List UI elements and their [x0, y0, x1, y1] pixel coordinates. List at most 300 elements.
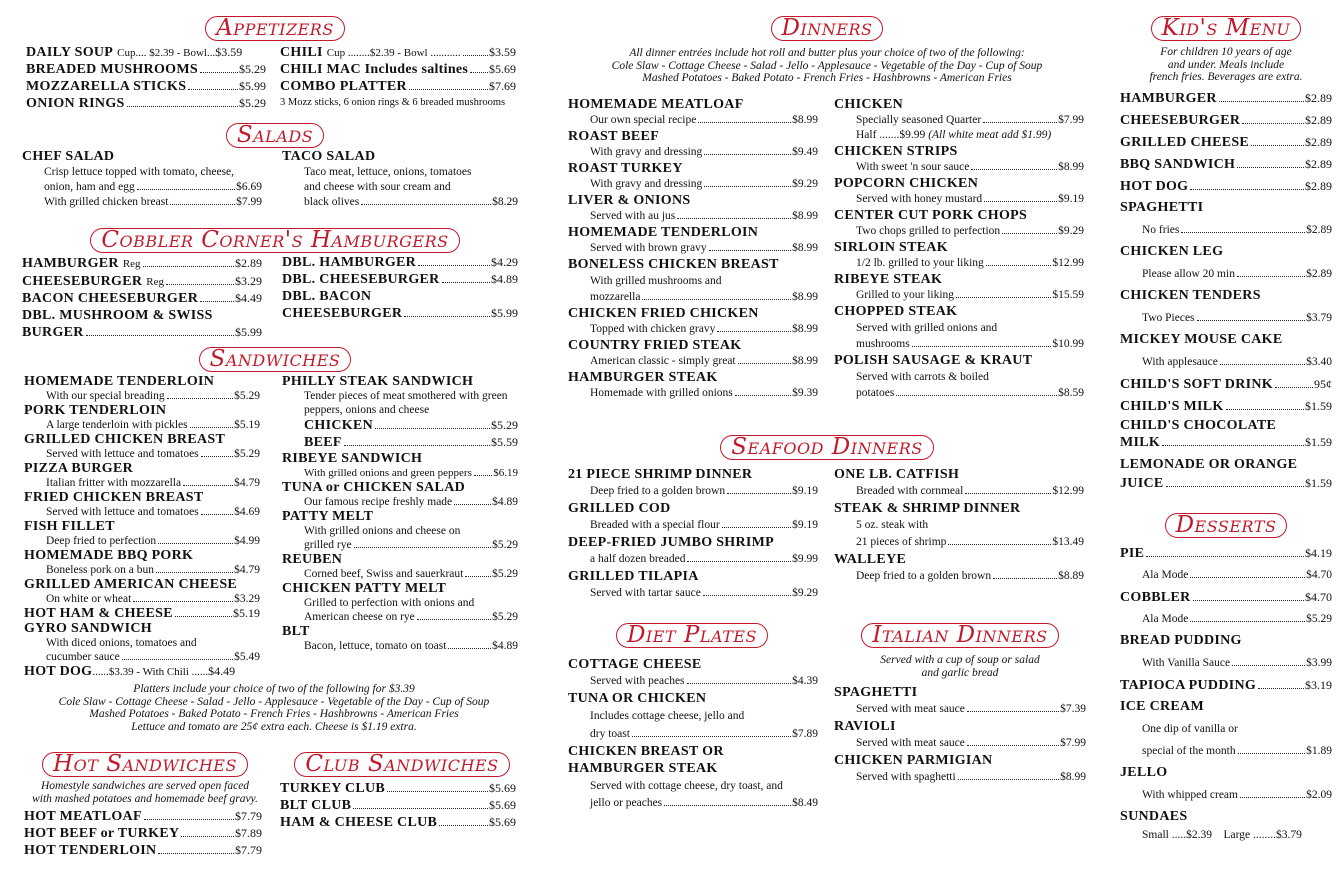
- dot-leader: [470, 72, 488, 73]
- menu-item: [834, 303, 1084, 352]
- kids-note-1: and under. Meals include: [1167, 58, 1285, 71]
- dinners-note-0: All dinner entrées include hot roll and butter plus your choice of two of the following:: [629, 47, 1025, 59]
- sandwiches-hotdog-opt: ......$3.39 - With Chili ......: [92, 666, 209, 678]
- sandwiches-left-1-desc: A large tenderloin with pickles: [46, 419, 188, 431]
- dinners-right-3-desc: 1/2 lb. grilled to your liking: [856, 257, 984, 269]
- sandwiches-reuben-name: REUBEN: [282, 552, 343, 567]
- kids-drinks-0-name: CHILD'S SOFT DRINK: [1120, 376, 1273, 392]
- diet-tuna-desc1: Includes cottage cheese, jello and: [590, 710, 745, 722]
- hamburgers-left-1-name: CHEESEBURGER: [22, 274, 143, 289]
- dot-leader: [1190, 577, 1305, 578]
- dot-leader: [1166, 486, 1304, 487]
- dinners-section: [566, 15, 1088, 399]
- kids-desc-items-1-name: CHICKEN LEG: [1120, 243, 1224, 259]
- dinners-left2-1-price: $8.99: [792, 355, 818, 367]
- menu-item: [24, 490, 260, 519]
- sandwiches-patty-price: $5.29: [492, 539, 518, 551]
- dinners-left-0-price: $8.99: [792, 114, 818, 126]
- menu-item: [568, 224, 818, 256]
- dot-leader: [1219, 101, 1304, 102]
- kids-simple-2-price: $2.89: [1305, 134, 1332, 149]
- dinners-boneless-name: BONELESS CHICKEN BREAST: [568, 257, 779, 272]
- menu-item: [282, 581, 518, 624]
- hamburgers-right-0-name: DBL. HAMBURGER: [282, 255, 417, 270]
- hot-sandwiches-items-1-name: HOT BEEF or TURKEY: [24, 826, 180, 841]
- sandwiches-hamcheese-name: HOT HAM & CHEESE: [24, 606, 173, 621]
- sandwiches-patty-desc1: With grilled onions and cheese on: [304, 525, 461, 537]
- sandwiches-cpatty-price: $5.29: [492, 611, 518, 623]
- dot-leader: [170, 204, 235, 205]
- dot-leader: [200, 72, 238, 73]
- hamburgers-left-1-price: $3.29: [235, 274, 262, 288]
- dot-leader: [454, 504, 491, 505]
- menu-item: [24, 548, 260, 577]
- kids-desc-items-1-desc: Please allow 20 min: [1142, 267, 1235, 280]
- menu-item: [568, 337, 818, 369]
- seafood-left-3-desc: Served with tartar sauce: [590, 587, 701, 599]
- dinners-note-1: Cole Slaw - Cottage Cheese - Salad - Jello - Applesauce - Vegetable of the Day - Cup of Soup: [611, 59, 1043, 72]
- dinners-boneless-price: $8.99: [792, 291, 818, 303]
- menu-item: [1120, 241, 1332, 285]
- hamburgers-left-0-name: HAMBURGER: [22, 256, 119, 271]
- dot-leader: [717, 331, 791, 332]
- dot-leader: [984, 201, 1057, 202]
- kids-simple-3-price: $2.89: [1305, 156, 1332, 171]
- dinners-boneless-desc1: With grilled mushrooms and: [590, 275, 722, 287]
- sandwiches-left-6-desc: Boneless pork on a bun: [46, 564, 154, 576]
- seafood-left-2-name: DEEP-FRIED JUMBO SHRIMP: [568, 535, 775, 550]
- hot-sandwiches-items-1-price: $7.89: [235, 826, 262, 840]
- italian-items-1-desc: Served with meat sauce: [856, 737, 965, 749]
- sandwiches-philly-desc2: peppers, onions and cheese: [304, 404, 430, 416]
- dinners-left2-0-desc: Topped with chicken gravy: [590, 323, 716, 335]
- dot-leader: [642, 299, 791, 300]
- seafood-left-0-price: $9.19: [792, 485, 818, 497]
- sandwiches-cpatty-name: CHICKEN PATTY MELT: [282, 581, 447, 596]
- club-sandwiches-items-0-price: $5.69: [489, 781, 516, 795]
- dot-leader: [183, 485, 233, 486]
- menu-item: [26, 78, 266, 95]
- menu-item: [280, 797, 516, 814]
- seafood-walleye-desc: Deep fried to a golden brown: [856, 570, 992, 582]
- menu-item: [24, 432, 260, 461]
- dot-leader: [1197, 320, 1306, 321]
- hamburgers-left-2-name: BACON CHEESEBURGER: [22, 291, 199, 306]
- appetizers-right-0-name: CHILI: [280, 45, 323, 60]
- dinners-left-4-name: HOMEMADE TENDERLOIN: [568, 225, 759, 240]
- sandwiches-right-1-price: $4.89: [492, 496, 518, 508]
- dot-leader: [704, 186, 791, 187]
- kids-simple-1-price: $2.89: [1305, 112, 1332, 127]
- hamburgers-title: Cobbler Corner's Hamburgers: [90, 228, 459, 253]
- hot-sandwiches-items-2-name: HOT TENDERLOIN: [24, 843, 157, 858]
- dot-leader: [1232, 665, 1305, 666]
- sandwiches-patty-name: PATTY MELT: [282, 509, 374, 524]
- dinners-right-4-name: RIBEYE STEAK: [834, 272, 943, 287]
- dinners-right-0-price: $8.99: [1058, 161, 1084, 173]
- hamburgers-left-2-price: $4.49: [235, 291, 262, 305]
- dot-leader: [158, 543, 233, 544]
- salads-taco-price: $8.29: [492, 196, 518, 208]
- sandwiches-left-4-price: $4.69: [234, 506, 260, 518]
- club-sandwiches-items-2-name: HAM & CHEESE CLUB: [280, 815, 438, 830]
- desserts-cobbler-price: $4.70: [1305, 590, 1332, 604]
- sandwiches-left-6-name: HOMEMADE BBQ PORK: [24, 548, 194, 563]
- diet-breast-desc2: jello or peaches: [590, 797, 663, 809]
- dinners-left-3-price: $8.99: [792, 210, 818, 222]
- seafood-left-0-desc: Deep fried to a golden brown: [590, 485, 726, 497]
- hamburgers-section: [20, 227, 530, 340]
- desserts-pudding-name: BREAD PUDDING: [1120, 633, 1242, 648]
- desserts-jello-desc: With whipped cream: [1142, 789, 1238, 801]
- dinners-polish-price: $8.59: [1058, 387, 1084, 399]
- dinners-right-3-price: $12.99: [1052, 257, 1084, 269]
- menu-item: [568, 534, 818, 568]
- dinners-left-1-price: $9.49: [792, 146, 818, 158]
- dot-leader: [687, 561, 791, 562]
- menu-item: [24, 461, 260, 490]
- seafood-left-1-name: GRILLED COD: [568, 501, 671, 516]
- dinners-left-1-desc: With gravy and dressing: [590, 146, 703, 158]
- dinners-left-3-desc: Served with au jus: [590, 210, 676, 222]
- sandwiches-left-4-desc: Served with lettuce and tomatoes: [46, 506, 199, 518]
- menu-item: [1120, 762, 1332, 806]
- dot-leader: [127, 106, 238, 107]
- menu-item: [834, 96, 1084, 143]
- seafood-catfish-name: ONE LB. CATFISH: [834, 467, 960, 482]
- hamburgers-bacon-l2: CHEESEBURGER: [282, 306, 403, 321]
- appetizers-section: [20, 15, 530, 111]
- dinners-right-0-name: CHICKEN STRIPS: [834, 144, 958, 159]
- seafood-steakshrimp-price: $13.49: [1052, 536, 1084, 548]
- kids-desc-items-3-price: $3.40: [1306, 355, 1332, 368]
- desserts-icecream-desc2: special of the month: [1142, 745, 1236, 757]
- italian-note1: Served with a cup of soup or salad: [880, 654, 1040, 666]
- menu-item: [282, 509, 518, 552]
- hamburgers-left-0-opt: Reg: [122, 258, 141, 270]
- italian-items-0-price: $7.39: [1060, 703, 1086, 715]
- hot-sandwiches-section: [14, 752, 276, 859]
- sandwiches-cpatty-desc1: Grilled to perfection with onions and: [304, 597, 475, 609]
- sandwiches-philly-chicken-price: $5.29: [491, 418, 518, 432]
- diet-cottage-desc: Served with peaches: [590, 675, 685, 687]
- diet-breast-desc1: Served with cottage cheese, dry toast, and: [590, 780, 783, 792]
- dot-leader: [448, 648, 491, 649]
- sandwiches-right-1-name: TUNA or CHICKEN SALAD: [282, 480, 466, 495]
- italian-note2: and garlic bread: [921, 666, 999, 679]
- dot-leader: [687, 683, 792, 684]
- diet-tuna-price: $7.89: [792, 728, 818, 740]
- sandwiches-left-4-name: FRIED CHICKEN BREAST: [24, 490, 204, 505]
- kids-lem-l2: JUICE: [1120, 475, 1164, 491]
- sandwiches-left-2-desc: Served with lettuce and tomatoes: [46, 448, 199, 460]
- sandwiches-right-list: [282, 374, 518, 653]
- dinners-left2-2-price: $9.39: [792, 387, 818, 399]
- menu-item: [834, 718, 1086, 752]
- desserts-jello-price: $2.09: [1306, 789, 1332, 801]
- dot-leader: [201, 514, 233, 515]
- menu-item: [834, 551, 1084, 585]
- dinners-polish-desc2: potatoes: [856, 387, 895, 399]
- desserts-pie-name: PIE: [1120, 546, 1145, 561]
- dinners-right-2-price: $9.29: [1058, 225, 1084, 237]
- taco-salad: [282, 148, 518, 210]
- appetizers-right-2-price: $7.69: [489, 79, 516, 93]
- seafood-steakshrimp-desc1: 5 oz. steak with: [856, 519, 929, 531]
- sandwiches-left-0-desc: With our special breading: [46, 390, 165, 402]
- desserts-sundaes-large: Large ........$3.79: [1223, 829, 1302, 841]
- dinners-right-0-desc: With sweet 'n sour sauce: [856, 161, 970, 173]
- dinners-left2-0-name: CHICKEN FRIED CHICKEN: [568, 306, 759, 321]
- appetizers-right-list: [280, 43, 516, 110]
- dinners-left2-0-price: $8.99: [792, 323, 818, 335]
- dot-leader: [344, 445, 490, 446]
- hamburgers-mushroom-l1: DBL. MUSHROOM & SWISS: [22, 308, 213, 323]
- sandwiches-left-7-price: $3.29: [234, 593, 260, 605]
- dot-leader: [354, 547, 492, 548]
- dot-leader: [735, 395, 791, 396]
- sandwiches-left-1-name: PORK TENDERLOIN: [24, 403, 167, 418]
- italian-items-2-name: CHICKEN PARMIGIAN: [834, 753, 993, 768]
- hamburgers-bacon-l1: DBL. BACON: [282, 289, 372, 304]
- sandwiches-left-5-name: FISH FILLET: [24, 519, 115, 534]
- combo-note: 3 Mozz sticks, 6 onion rings & 6 breaded mushrooms: [280, 97, 506, 108]
- diet-plates-title: Diet Plates: [616, 623, 768, 648]
- salads-taco-desc3: black olives: [304, 196, 360, 208]
- appetizers-title: Appetizers: [205, 16, 345, 41]
- sandwiches-hotdog-price: $4.49: [208, 664, 236, 678]
- desserts-sundaes-small: Small .....$2.39: [1142, 829, 1212, 841]
- dot-leader: [361, 204, 491, 205]
- hot-sandwiches-title: Hot Sandwiches: [42, 752, 248, 777]
- dinners-right-list: [834, 96, 1084, 401]
- menu-item: [280, 780, 516, 797]
- dot-leader: [409, 89, 488, 90]
- club-sandwiches-items-1-name: BLT CLUB: [280, 798, 352, 813]
- salads-section: [20, 122, 530, 208]
- dot-leader: [463, 55, 488, 56]
- sandwiches-left-2-name: GRILLED CHICKEN BREAST: [24, 432, 226, 447]
- diet-breast-name2: HAMBURGER STEAK: [568, 761, 718, 776]
- dinners-right-2-desc: Two chops grilled to perfection: [856, 225, 1001, 237]
- italian-items-2-desc: Served with spaghetti: [856, 771, 956, 783]
- italian-items-2-price: $8.99: [1060, 771, 1086, 783]
- diet-cottage-price: $4.39: [792, 675, 818, 687]
- sandwiches-left-7-name: GRILLED AMERICAN CHEESE: [24, 577, 238, 592]
- dinners-left-4-price: $8.99: [792, 242, 818, 254]
- dot-leader: [1258, 688, 1304, 689]
- dot-leader: [122, 659, 233, 660]
- dot-leader: [465, 576, 491, 577]
- dot-leader: [1275, 387, 1313, 388]
- hamburgers-left-list: [22, 254, 262, 341]
- kids-choc-price: $1.59: [1305, 434, 1332, 449]
- kids-desc-items-3-name: MICKEY MOUSE CAKE: [1120, 331, 1283, 347]
- menu-item: [282, 374, 518, 451]
- dinners-right-3-name: SIRLOIN STEAK: [834, 240, 948, 255]
- club-sandwiches-title: Club Sandwiches: [294, 752, 509, 777]
- dot-leader: [200, 301, 234, 302]
- dot-leader: [956, 297, 1051, 298]
- dot-leader: [983, 122, 1057, 123]
- dinners-polish-desc1: Served with carrots & boiled: [856, 371, 989, 383]
- hamburgers-right-1-name: DBL. CHEESEBURGER: [282, 272, 440, 287]
- dot-leader: [727, 493, 791, 494]
- sandwiches-cpatty-desc2: American cheese on rye: [304, 611, 415, 623]
- seafood-left-1-desc: Breaded with a special flour: [590, 519, 720, 531]
- seafood-left-3-name: GRILLED TILAPIA: [568, 569, 699, 584]
- desserts-jello-name: JELLO: [1120, 765, 1168, 780]
- dot-leader: [1238, 753, 1306, 754]
- menu-item: [282, 451, 518, 480]
- menu-item: [280, 61, 516, 78]
- dot-leader: [353, 808, 488, 809]
- seafood-catfish-desc: Breaded with cornmeal: [856, 485, 964, 497]
- menu-item: [26, 43, 266, 61]
- sandwiches-left-5-desc: Deep fried to perfection: [46, 535, 157, 547]
- sandwiches-left-3-price: $4.79: [234, 477, 260, 489]
- dinners-chopped-name: CHOPPED STEAK: [834, 304, 958, 319]
- menu-item: [834, 207, 1084, 239]
- sandwiches-reuben-desc: Corned beef, Swiss and sauerkraut: [304, 568, 464, 580]
- menu-item: [834, 239, 1084, 271]
- sandwiches-left-0-price: $5.29: [234, 390, 260, 402]
- dot-leader: [188, 89, 238, 90]
- kids-simple-1-name: CHEESEBURGER: [1120, 112, 1241, 128]
- appetizers-left-1-name: BREADED MUSHROOMS: [26, 62, 198, 77]
- kids-desc-items-0-price: $2.89: [1306, 223, 1332, 236]
- salads-chef-name: CHEF SALAD: [22, 149, 115, 164]
- sandwiches-platter-note-3: Lettuce and tomato are 25¢ extra each. Cheese is $1.19 extra.: [131, 720, 417, 733]
- menu-item: [282, 480, 518, 509]
- dot-leader: [1190, 621, 1305, 622]
- hamburgers-right-list: [282, 254, 518, 322]
- seafood-left-1-price: $9.19: [792, 519, 818, 531]
- dot-leader: [664, 805, 791, 806]
- dot-leader: [418, 265, 490, 266]
- dot-leader: [1181, 232, 1305, 233]
- sandwiches-blt-desc: Bacon, lettuce, tomato on toast: [304, 640, 447, 652]
- dot-leader: [133, 601, 233, 602]
- sandwiches-left-list: [24, 374, 260, 679]
- sandwiches-blt-name: BLT: [282, 624, 310, 639]
- dot-leader: [1002, 233, 1057, 234]
- menu-item: [1120, 153, 1332, 175]
- menu-item: [1120, 630, 1332, 674]
- dinners-right-1-price: $9.19: [1058, 193, 1084, 205]
- kids-simple-0-name: HAMBURGER: [1120, 90, 1217, 106]
- seafood-left-3-price: $9.29: [792, 587, 818, 599]
- hot-sandwiches-items-0-name: HOT MEATLOAF: [24, 809, 142, 824]
- sandwiches-philly-beef: BEEF: [304, 435, 342, 450]
- seafood-left-2-price: $9.99: [792, 553, 818, 565]
- hot-sandwiches-items-2-price: $7.79: [235, 843, 262, 857]
- diet-plates-section: [566, 623, 818, 811]
- dot-leader: [474, 475, 492, 476]
- appetizers-right-1-name: CHILI MAC Includes saltines: [280, 62, 469, 77]
- desserts-pie-alamode-price: $4.70: [1306, 569, 1332, 581]
- kids-lem-l1: LEMONADE OR ORANGE: [1120, 456, 1298, 472]
- dinners-left-2-price: $9.29: [792, 178, 818, 190]
- dot-leader: [1162, 445, 1304, 446]
- hot-sandwiches-note1: Homestyle sandwiches are served open faced: [40, 780, 250, 792]
- dinners-chicken-price1: $7.99: [1058, 114, 1084, 126]
- sandwiches-left-5-price: $4.99: [234, 535, 260, 547]
- menu-item: [24, 621, 260, 664]
- menu-item: [1120, 197, 1332, 241]
- dot-leader: [993, 578, 1057, 579]
- desserts-pie-price: $4.19: [1305, 546, 1332, 560]
- dinners-chopped-desc2: mushrooms: [856, 338, 910, 350]
- dot-leader: [1226, 409, 1304, 410]
- menu-item: [834, 684, 1086, 718]
- menu-item: [280, 78, 516, 95]
- sandwiches-right-0-name: RIBEYE SANDWICH: [282, 451, 423, 466]
- menu-item: [24, 664, 260, 679]
- menu-item: [834, 175, 1084, 207]
- menu-item: [1120, 131, 1332, 153]
- kids-simple-0-price: $2.89: [1305, 90, 1332, 105]
- menu-item: [1120, 373, 1332, 395]
- diet-cottage-name: COTTAGE CHEESE: [568, 657, 702, 672]
- dinners-right-2-name: CENTER CUT PORK CHOPS: [834, 208, 1028, 223]
- dinners-left-0-desc: Our own special recipe: [590, 114, 697, 126]
- salads-taco-desc1: Taco meat, lettuce, onions, tomatoes: [304, 166, 472, 178]
- dinners-right-4-desc: Grilled to your liking: [856, 289, 955, 301]
- italian-items-0-name: SPAGHETTI: [834, 685, 918, 700]
- dot-leader: [439, 825, 488, 826]
- menu-item: [1120, 696, 1332, 762]
- kids-drinks-1-price: $1.59: [1305, 398, 1332, 413]
- sandwiches-platter-note-2: Mashed Potatoes - Baked Potato - French Fries - Hashbrowns - American Fries: [89, 708, 459, 720]
- italian-items-1-name: RAVIOLI: [834, 719, 896, 734]
- menu-item: [24, 519, 260, 548]
- sandwiches-platter-note-0: Platters include your choice of two of the following for $3.39: [133, 683, 415, 695]
- menu-item: [568, 256, 818, 305]
- club-sandwiches-section: [280, 752, 524, 831]
- sandwiches-gyro-desc1: With diced onions, tomatoes and: [46, 637, 197, 649]
- desserts-icecream-desc1: One dip of vanilla or: [1142, 723, 1238, 735]
- kids-desc-items-3-desc: With applesauce: [1142, 355, 1218, 368]
- kids-choc-l2: MILK: [1120, 434, 1161, 450]
- menu-item: [24, 403, 260, 432]
- dot-leader: [158, 853, 234, 854]
- menu-item: [282, 624, 518, 653]
- menu-item: [1120, 285, 1332, 329]
- dot-leader: [986, 265, 1052, 266]
- dot-leader: [201, 456, 233, 457]
- dot-leader: [948, 544, 1051, 545]
- menu-item: [568, 466, 818, 500]
- appetizers-left-list: [26, 43, 266, 112]
- salads-taco-name: TACO SALAD: [282, 149, 376, 164]
- menu-item: [26, 95, 266, 112]
- appetizers-right-2-name: COMBO PLATTER: [280, 79, 407, 94]
- menu-item: [24, 374, 260, 403]
- desserts-icecream-name: ICE CREAM: [1120, 699, 1204, 714]
- sandwiches-left-2-price: $5.29: [234, 448, 260, 460]
- dot-leader: [632, 736, 791, 737]
- menu-item: [24, 842, 262, 859]
- dot-leader: [677, 218, 791, 219]
- dot-leader: [166, 284, 234, 285]
- kids-drinks-0-price: 95¢: [1314, 376, 1332, 391]
- dot-leader: [387, 791, 488, 792]
- desserts-pie-alamode: Ala Mode: [1142, 569, 1189, 581]
- dot-leader: [1242, 123, 1304, 124]
- dinners-left-list: [568, 96, 818, 401]
- kids-choc-l1: CHILD'S CHOCOLATE: [1120, 417, 1277, 433]
